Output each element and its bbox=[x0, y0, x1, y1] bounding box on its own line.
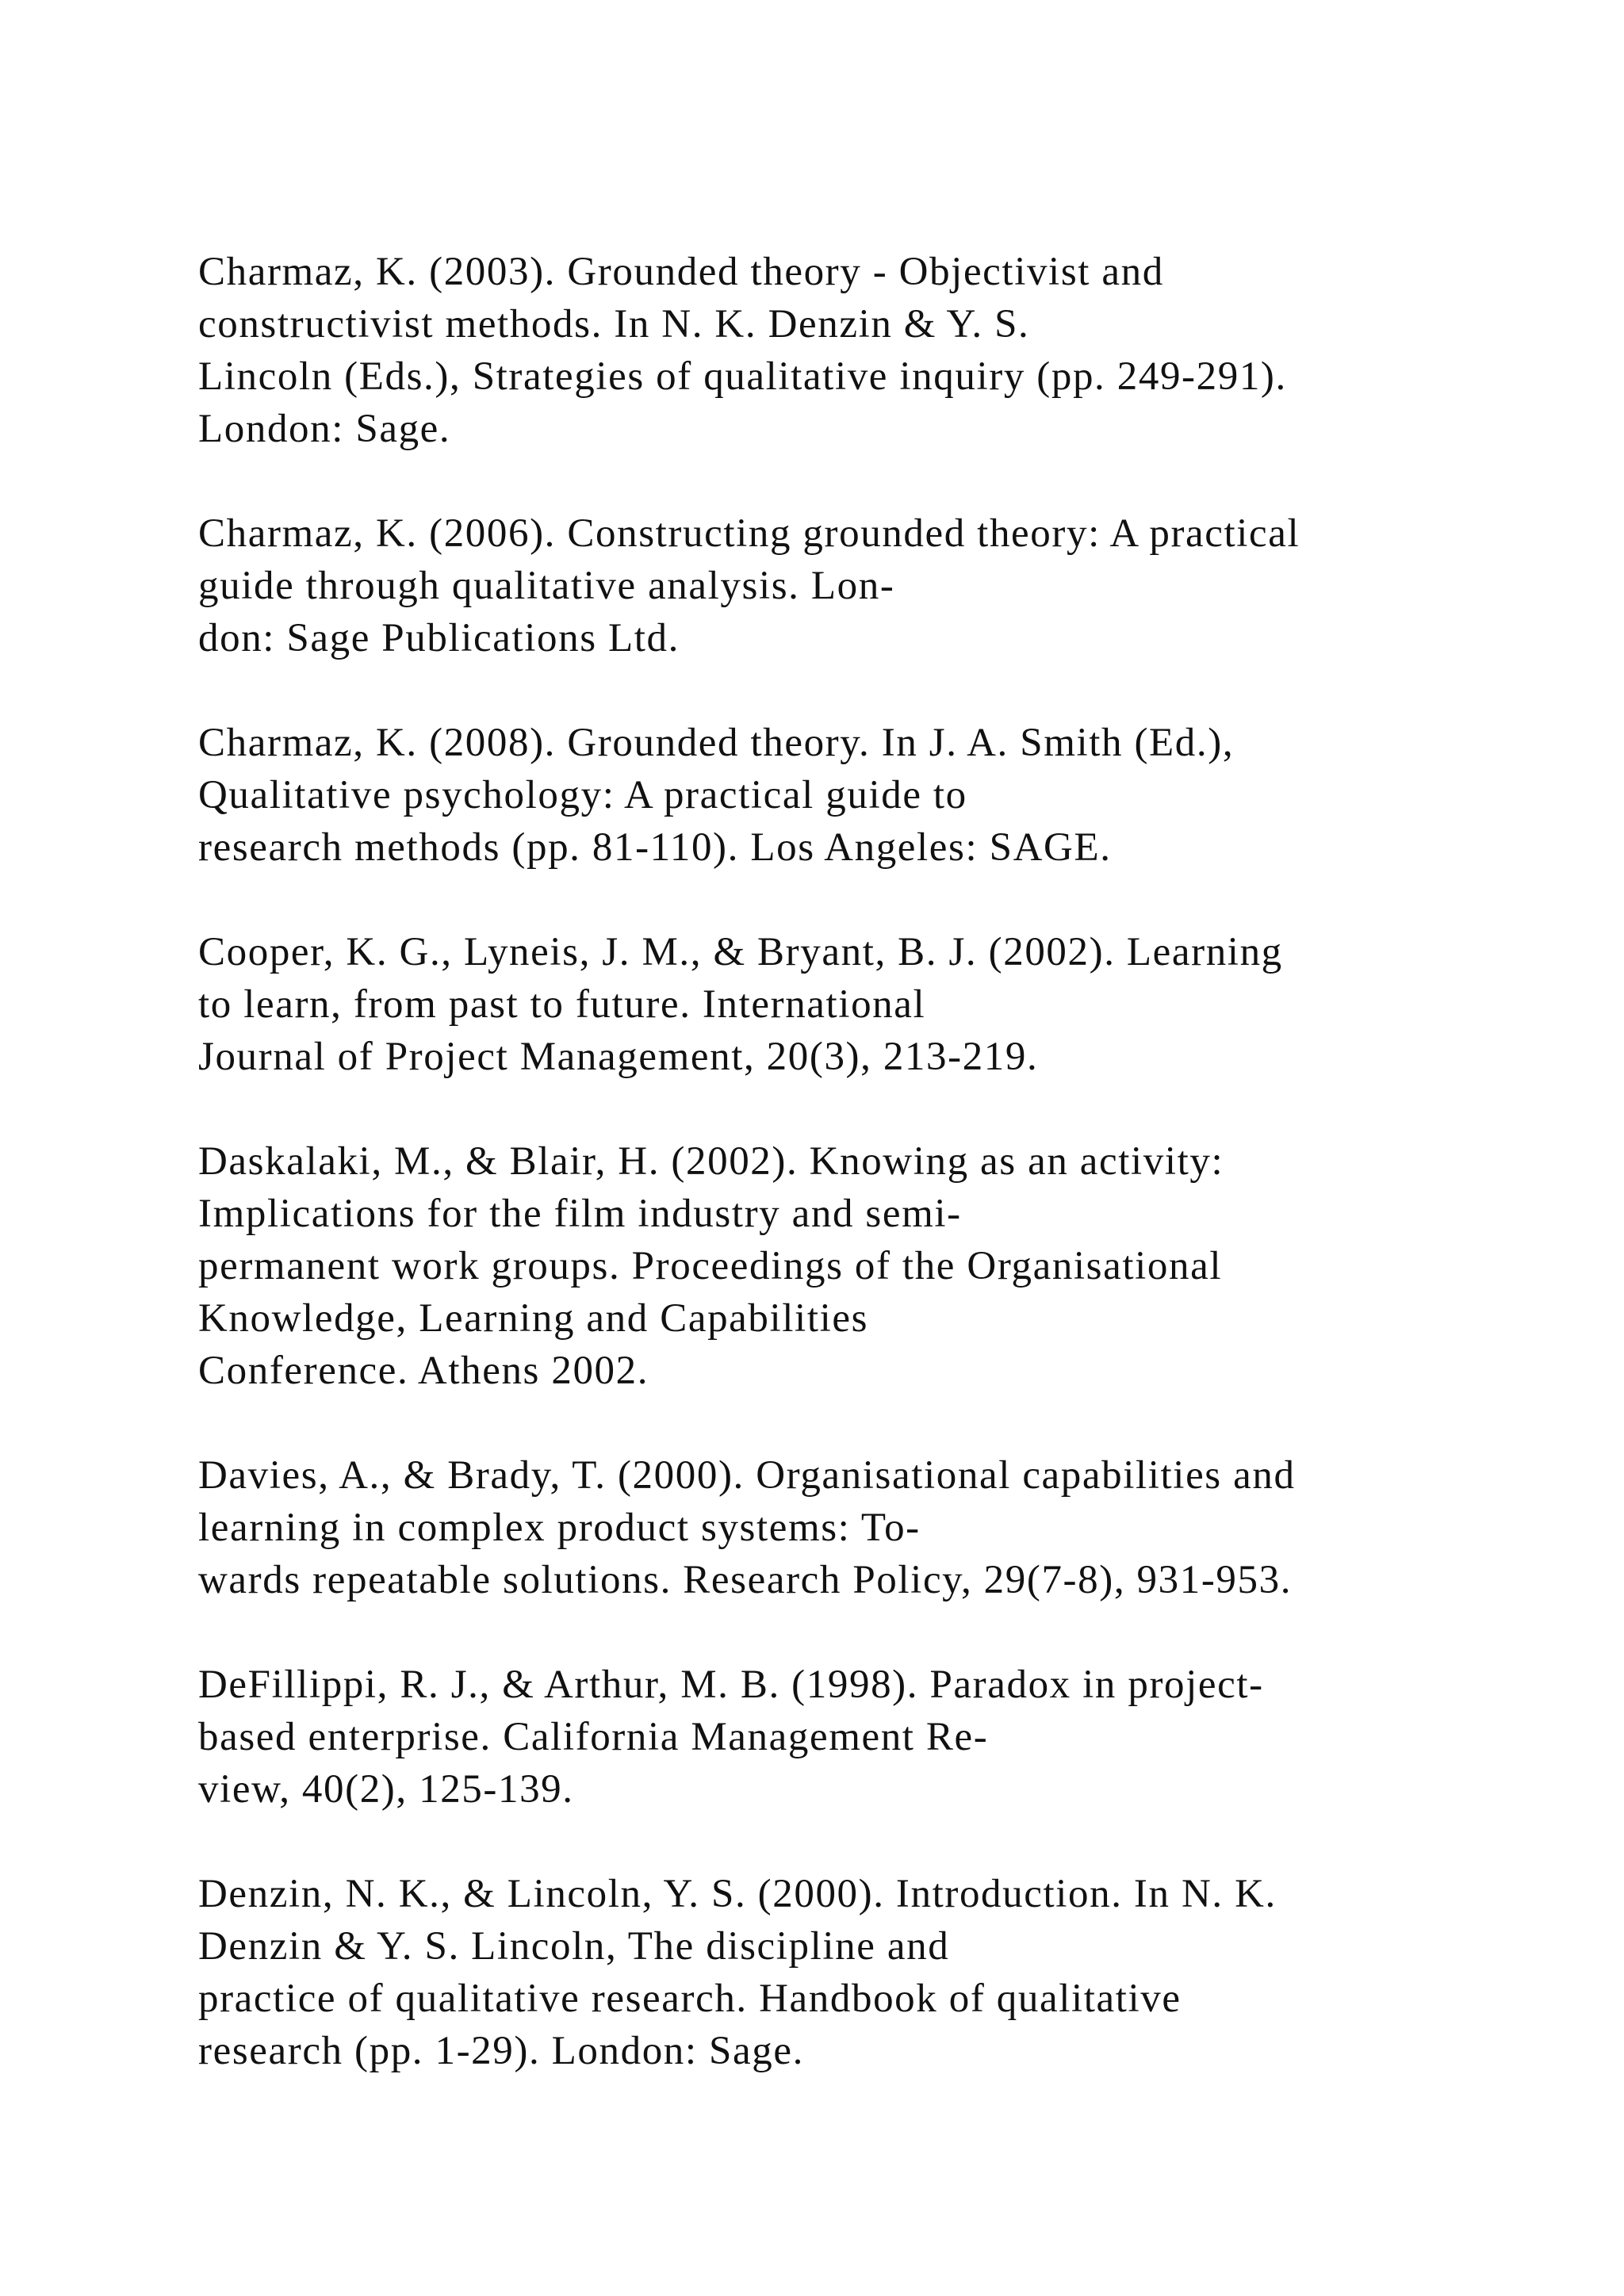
reference-line: Implications for the film industry and semi- bbox=[198, 1192, 962, 1236]
reference-line: research (pp. 1-29). London: Sage. bbox=[198, 2029, 804, 2073]
reference-line: Qualitative psychology: A practical guide to bbox=[198, 773, 967, 817]
reference-line: learning in complex product systems: To- bbox=[198, 1506, 921, 1550]
reference-line: Denzin, N. K., & Lincoln, Y. S. (2000). Introduction. In N. K. bbox=[198, 1872, 1277, 1916]
reference-entry bbox=[198, 1135, 1594, 1397]
reference-entry bbox=[198, 1868, 1594, 2077]
reference-line: Charmaz, K. (2008). Grounded theory. In J. A. Smith (Ed.), bbox=[198, 721, 1235, 765]
reference-entry bbox=[198, 1449, 1594, 1606]
reference-line: Charmaz, K. (2003). Grounded theory - Objectivist and bbox=[198, 250, 1164, 294]
reference-line: guide through qualitative analysis. Lon- bbox=[198, 564, 895, 608]
reference-line: London: Sage. bbox=[198, 407, 451, 451]
reference-line: Davies, A., & Brady, T. (2000). Organisational capabilities and bbox=[198, 1453, 1296, 1498]
reference-line: DeFillippi, R. J., & Arthur, M. B. (1998). Paradox in project- bbox=[198, 1663, 1264, 1707]
reference-line: Lincoln (Eds.), Strategies of qualitative inquiry (pp. 249-291). bbox=[198, 354, 1287, 399]
reference-entry bbox=[198, 1659, 1594, 1816]
reference-line: view, 40(2), 125-139. bbox=[198, 1767, 574, 1812]
reference-entry bbox=[198, 717, 1594, 874]
reference-line: Conference. Athens 2002. bbox=[198, 1349, 649, 1393]
reference-list bbox=[198, 246, 1594, 2130]
reference-line: wards repeatable solutions. Research Policy, 29(7-8), 931-953. bbox=[198, 1558, 1293, 1602]
reference-line: permanent work groups. Proceedings of the Organisational bbox=[198, 1244, 1223, 1288]
reference-line: Daskalaki, M., & Blair, H. (2002). Knowing as an activity: bbox=[198, 1139, 1224, 1184]
reference-line: don: Sage Publications Ltd. bbox=[198, 616, 680, 660]
reference-line: Charmaz, K. (2006). Constructing grounded theory: A practical bbox=[198, 511, 1300, 556]
reference-line: research methods (pp. 81-110). Los Angeles: SAGE. bbox=[198, 825, 1112, 870]
reference-line: to learn, from past to future. International bbox=[198, 982, 926, 1027]
reference-entry bbox=[198, 926, 1594, 1083]
reference-line: based enterprise. California Management Re- bbox=[198, 1715, 989, 1759]
reference-entry bbox=[198, 246, 1594, 455]
reference-line: Journal of Project Management, 20(3), 213-219. bbox=[198, 1035, 1039, 1079]
reference-entry bbox=[198, 507, 1594, 664]
reference-line: Denzin & Y. S. Lincoln, The discipline and bbox=[198, 1924, 950, 1969]
reference-line: practice of qualitative research. Handbook of qualitative bbox=[198, 1976, 1182, 2021]
reference-line: Cooper, K. G., Lyneis, J. M., & Bryant, B. J. (2002). Learning bbox=[198, 930, 1283, 974]
reference-line: Knowledge, Learning and Capabilities bbox=[198, 1296, 869, 1341]
reference-line: constructivist methods. In N. K. Denzin & Y. S. bbox=[198, 302, 1030, 346]
